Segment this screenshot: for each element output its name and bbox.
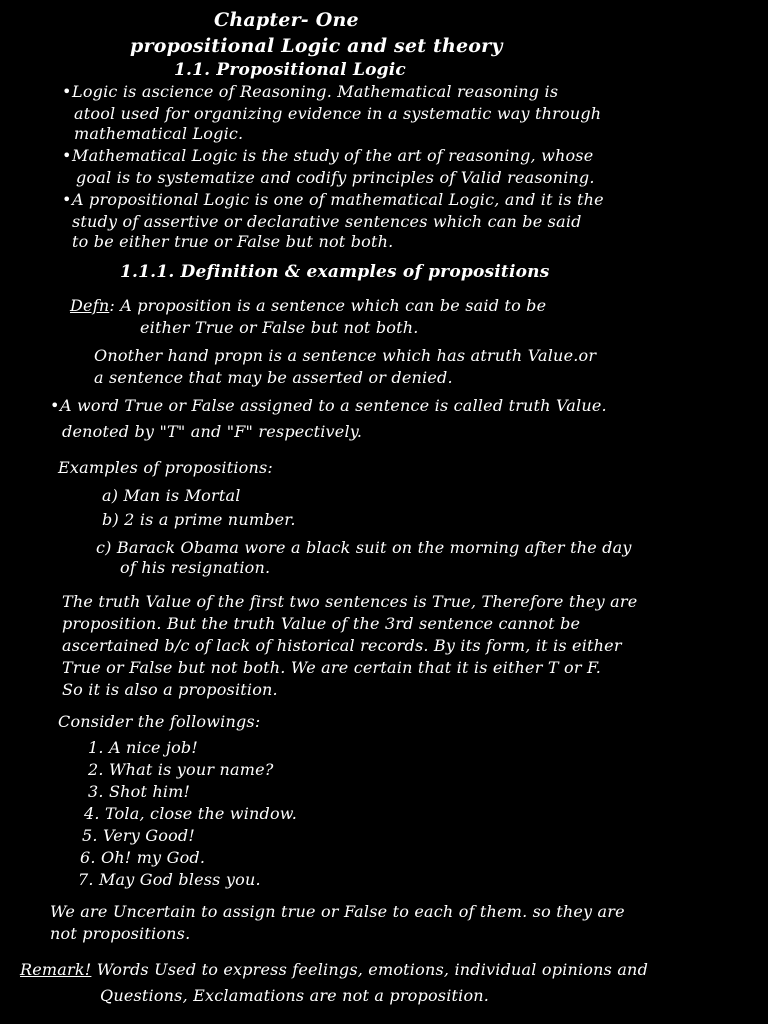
definition-line3: Onother hand propn is a sentence which has atruth Value.or (94, 346, 597, 365)
explanation-line2: proposition. But the truth Value of the 3rd sentence cannot be (62, 614, 581, 633)
example-a: a) Man is Mortal (102, 486, 241, 505)
intro-p1-line1: •Logic is ascience of Reasoning. Mathematical reasoning is (62, 82, 559, 101)
intro-p3-line1: •A propositional Logic is one of mathematical Logic, and it is the (62, 190, 604, 209)
consider-item-7: 7. May God bless you. (78, 870, 261, 889)
example-c-line1: c) Barack Obama wore a black suit on the morning after the day (96, 538, 632, 557)
intro-p2-line2: goal is to systematize and codify principles of Valid reasoning. (76, 168, 595, 187)
chapter-title: Chapter- One (214, 9, 359, 31)
intro-p1-line3: mathematical Logic. (74, 124, 244, 143)
intro-p3-line3: to be either true or False but not both. (72, 232, 394, 251)
bullet-icon: • (62, 82, 72, 101)
intro-p1-line2: atool used for organizing evidence in a systematic way through (74, 104, 602, 123)
explanation-line5: So it is also a proposition. (62, 680, 278, 699)
remark-label: Remark! (20, 960, 92, 979)
bullet-icon: • (62, 146, 72, 165)
explanation-line3: ascertained b/c of lack of historical records. By its form, it is either (62, 636, 622, 655)
intro-p3-line2: study of assertive or declarative sentences which can be said (72, 212, 582, 231)
bullet-icon: • (62, 190, 72, 209)
chapter-subtitle: propositional Logic and set theory (130, 35, 503, 57)
example-c-line2: of his resignation. (120, 558, 271, 577)
section-heading: 1.1. Propositional Logic (174, 60, 406, 80)
consider-item-1: 1. A nice job! (88, 738, 198, 757)
consider-item-6: 6. Oh! my God. (80, 848, 206, 867)
definition-line2: either True or False but not both. (140, 318, 419, 337)
intro-p2-line1: •Mathematical Logic is the study of the art of reasoning, whose (62, 146, 594, 165)
remark-line2: Questions, Exclamations are not a proposition. (100, 986, 490, 1005)
truth-value-line1: •A word True or False assigned to a sentence is called truth Value. (50, 396, 607, 415)
definition-line4: a sentence that may be asserted or denied. (94, 368, 453, 387)
consider-item-5: 5. Very Good! (82, 826, 195, 845)
explanation-line1: The truth Value of the first two sentences is True, Therefore they are (62, 592, 638, 611)
subsection-heading: 1.1.1. Definition & examples of propositions (120, 262, 550, 282)
definition-label: Defn (70, 296, 110, 315)
consider-item-3: 3. Shot him! (88, 782, 191, 801)
explanation-line4: True or False but not both. We are certain that it is either T or F. (62, 658, 602, 677)
consider-item-4: 4. Tola, close the window. (84, 804, 298, 823)
bullet-icon: • (50, 396, 60, 415)
remark-line1: Remark! Words Used to express feelings, emotions, individual opinions and (20, 960, 649, 979)
definition-line1: Defn: A proposition is a sentence which can be said to be (70, 296, 547, 315)
consider-heading: Consider the followings: (58, 712, 261, 731)
uncertain-line1: We are Uncertain to assign true or False to each of them. so they are (50, 902, 625, 921)
example-b: b) 2 is a prime number. (102, 510, 296, 529)
examples-heading: Examples of propositions: (58, 458, 273, 477)
consider-item-2: 2. What is your name? (88, 760, 274, 779)
uncertain-line2: not propositions. (50, 924, 191, 943)
truth-value-line2: denoted by "T" and "F" respectively. (62, 422, 363, 441)
